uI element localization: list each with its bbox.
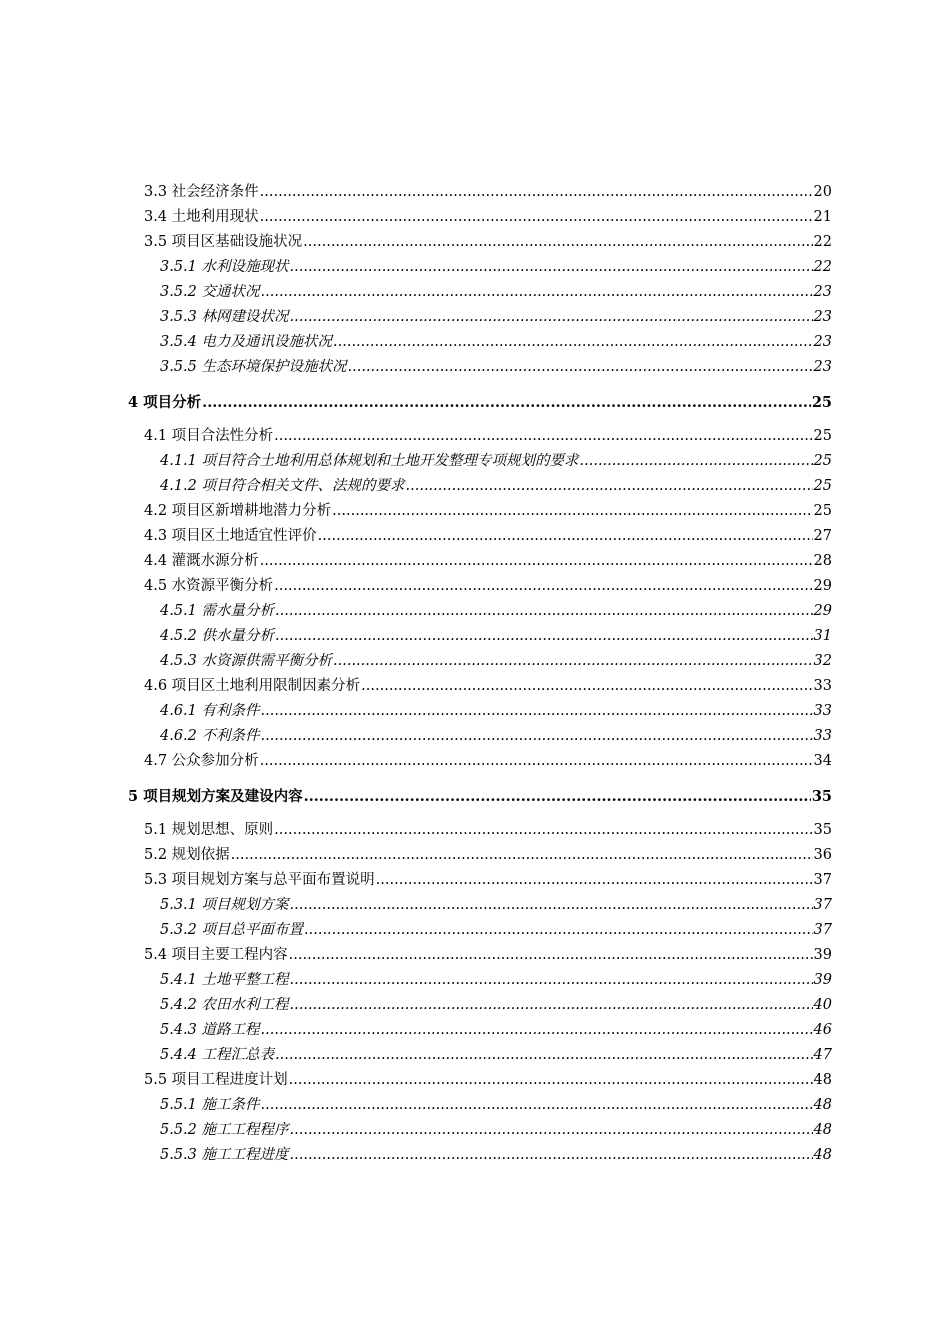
toc-entry-page-number: 39 bbox=[813, 947, 832, 963]
toc-entry-page-number: 25 bbox=[811, 394, 832, 411]
dot-leader bbox=[289, 1068, 813, 1093]
toc-entry-title bbox=[144, 574, 273, 599]
toc-entry-title bbox=[160, 1018, 260, 1043]
toc-entry-page-number: 23 bbox=[813, 309, 832, 325]
toc-entry-text: 施工条件 bbox=[201, 1097, 260, 1113]
toc-entry-4-1-1[interactable] bbox=[160, 449, 832, 474]
toc-entry-title bbox=[160, 599, 274, 624]
toc-entry-5-2[interactable] bbox=[144, 843, 832, 868]
toc-entry-page-number: 29 bbox=[813, 603, 832, 619]
toc-entry-text: 项目分析 bbox=[143, 394, 202, 411]
toc-entry-title bbox=[144, 818, 273, 843]
toc-entry-4-1-2[interactable] bbox=[160, 474, 832, 499]
toc-entry-number: 4.1.1 bbox=[160, 453, 197, 469]
toc-entry-number: 4.5 bbox=[144, 578, 168, 594]
toc-entry-title bbox=[144, 424, 273, 449]
toc-entry-page-number: 48 bbox=[813, 1122, 832, 1138]
toc-entry-page-number: 48 bbox=[813, 1097, 832, 1113]
toc-entry-page-number: 23 bbox=[813, 284, 832, 300]
toc-entry-text: 项目区土地利用限制因素分析 bbox=[171, 678, 361, 694]
toc-entry-page-number: 20 bbox=[813, 184, 832, 200]
toc-entry-text: 项目总平面布置 bbox=[201, 922, 304, 938]
toc-entry-4-5-2[interactable] bbox=[160, 624, 832, 649]
toc-entry-5-5-2[interactable] bbox=[160, 1118, 832, 1143]
toc-entry-number: 4.1.2 bbox=[160, 478, 197, 494]
toc-entry-number: 5.4.1 bbox=[160, 972, 197, 988]
dot-leader bbox=[274, 818, 812, 843]
toc-entry-3-4[interactable] bbox=[144, 205, 832, 230]
toc-entry-text: 生态环境保护设施状况 bbox=[201, 359, 347, 375]
toc-entry-title bbox=[160, 255, 289, 280]
toc-entry-page-number: 25 bbox=[813, 503, 832, 519]
dot-leader bbox=[261, 724, 813, 749]
toc-entry-title bbox=[160, 724, 260, 749]
toc-entry-number: 3.3 bbox=[144, 184, 168, 200]
toc-entry-title bbox=[144, 868, 375, 893]
toc-entry-page-number: 48 bbox=[813, 1147, 832, 1163]
toc-entry-text: 项目主要工程内容 bbox=[171, 947, 288, 963]
toc-entry-text: 需水量分析 bbox=[201, 603, 275, 619]
toc-entry-page-number: 35 bbox=[813, 822, 832, 838]
dot-leader bbox=[275, 599, 813, 624]
toc-entry-page-number: 25 bbox=[813, 478, 832, 494]
toc-entry-5-4-2[interactable] bbox=[160, 993, 832, 1018]
toc-entry-number: 4.1 bbox=[144, 428, 168, 444]
toc-entry-number: 4.5.2 bbox=[160, 628, 197, 644]
toc-entry-number: 4.2 bbox=[144, 503, 168, 519]
toc-entry-5-4-3[interactable] bbox=[160, 1018, 832, 1043]
toc-entry-number: 4.3 bbox=[144, 528, 168, 544]
toc-entry-title bbox=[160, 649, 332, 674]
toc-entry-number: 5.1 bbox=[144, 822, 168, 838]
toc-entry-text: 项目区土地适宜性评价 bbox=[171, 528, 317, 544]
dot-leader bbox=[290, 1118, 813, 1143]
toc-entry-text: 项目规划方案 bbox=[201, 897, 289, 913]
toc-entry-text: 公众参加分析 bbox=[171, 753, 259, 769]
toc-entry-page-number: 25 bbox=[813, 428, 832, 444]
toc-entry-title bbox=[160, 968, 289, 993]
toc-entry-page-number: 48 bbox=[813, 1072, 832, 1088]
toc-entry-number: 5.3.2 bbox=[160, 922, 197, 938]
toc-entry-3-5-5[interactable] bbox=[160, 355, 832, 380]
toc-entry-page-number: 22 bbox=[813, 259, 832, 275]
toc-entry-number: 5.2 bbox=[144, 847, 168, 863]
toc-entry-page-number: 22 bbox=[813, 234, 832, 250]
toc-entry-title bbox=[160, 993, 289, 1018]
toc-entry-page-number: 28 bbox=[813, 553, 832, 569]
toc-entry-number: 3.4 bbox=[144, 209, 168, 225]
dot-leader bbox=[348, 355, 813, 380]
toc-entry-3-3[interactable] bbox=[144, 180, 832, 205]
dot-leader bbox=[290, 305, 813, 330]
toc-entry-text: 水资源平衡分析 bbox=[171, 578, 274, 594]
toc-entry-title bbox=[160, 280, 260, 305]
toc-entry-page-number: 23 bbox=[813, 359, 832, 375]
dot-leader bbox=[260, 205, 813, 230]
toc-entry-title bbox=[160, 330, 332, 355]
toc-entry-number: 5.5.2 bbox=[160, 1122, 197, 1138]
toc-entry-text: 农田水利工程 bbox=[201, 997, 289, 1013]
toc-entry-number: 5.4.4 bbox=[160, 1047, 197, 1063]
toc-entry-title bbox=[128, 390, 201, 416]
toc-entry-number: 3.5.1 bbox=[160, 259, 197, 275]
toc-entry-title bbox=[160, 474, 405, 499]
toc-entry-text: 有利条件 bbox=[201, 703, 260, 719]
toc-entry-text: 项目符合相关文件、法规的要求 bbox=[201, 478, 405, 494]
toc-entry-page-number: 37 bbox=[813, 897, 832, 913]
dot-leader bbox=[333, 649, 813, 674]
toc-entry-page-number: 21 bbox=[813, 209, 832, 225]
toc-entry-text: 灌溉水源分析 bbox=[171, 553, 259, 569]
toc-entry-text: 项目规划方案与总平面布置说明 bbox=[171, 872, 375, 888]
toc-entry-number: 3.5.5 bbox=[160, 359, 197, 375]
toc-entry-title bbox=[160, 624, 274, 649]
toc-entry-text: 项目区新增耕地潜力分析 bbox=[171, 503, 332, 519]
toc-entry-title bbox=[160, 1143, 289, 1168]
toc-entry-number: 4.4 bbox=[144, 553, 168, 569]
toc-entry-page-number: 33 bbox=[813, 678, 832, 694]
toc-entry-title bbox=[160, 1043, 274, 1068]
toc-entry-title bbox=[144, 749, 259, 774]
dot-leader bbox=[260, 180, 813, 205]
dot-leader bbox=[261, 1093, 813, 1118]
toc-entry-page-number: 33 bbox=[813, 728, 832, 744]
dot-leader bbox=[304, 918, 813, 943]
toc-entry-number: 5.3.1 bbox=[160, 897, 197, 913]
toc-entry-text: 项目合法性分析 bbox=[171, 428, 274, 444]
toc-entry-text: 供水量分析 bbox=[201, 628, 275, 644]
toc-entry-5-5-3[interactable] bbox=[160, 1143, 832, 1168]
toc-entry-title bbox=[128, 784, 303, 810]
toc-entry-4-6-1[interactable] bbox=[160, 699, 832, 724]
dot-leader bbox=[406, 474, 813, 499]
dot-leader bbox=[275, 624, 813, 649]
dot-leader bbox=[261, 699, 813, 724]
toc-entry-text: 规划思想、原则 bbox=[171, 822, 274, 838]
toc-entry-5-5[interactable] bbox=[144, 1068, 832, 1093]
toc-entry-text: 道路工程 bbox=[201, 1022, 260, 1038]
dot-leader bbox=[274, 424, 812, 449]
table-of-contents bbox=[0, 180, 950, 1168]
toc-entry-4-1[interactable] bbox=[144, 424, 832, 449]
toc-entry-page-number: 31 bbox=[813, 628, 832, 644]
toc-entry-page-number: 37 bbox=[813, 872, 832, 888]
toc-entry-4-2[interactable] bbox=[144, 499, 832, 524]
toc-entry-number: 4.7 bbox=[144, 753, 168, 769]
toc-entry-title bbox=[144, 499, 331, 524]
toc-entry-title bbox=[160, 1093, 260, 1118]
toc-entry-text: 施工工程程序 bbox=[201, 1122, 289, 1138]
dot-leader bbox=[289, 943, 813, 968]
toc-entry-page-number: 29 bbox=[813, 578, 832, 594]
toc-entry-text: 水利设施现状 bbox=[201, 259, 289, 275]
toc-entry-text: 林网建设状况 bbox=[201, 309, 289, 325]
dot-leader bbox=[231, 843, 813, 868]
dot-leader bbox=[290, 893, 813, 918]
toc-entry-4-6-2[interactable] bbox=[160, 724, 832, 749]
toc-entry-4-3[interactable] bbox=[144, 524, 832, 549]
toc-entry-5-1[interactable] bbox=[144, 818, 832, 843]
toc-entry-text: 项目规划方案及建设内容 bbox=[143, 788, 303, 805]
toc-entry-title bbox=[144, 843, 230, 868]
dot-leader bbox=[260, 749, 813, 774]
toc-entry-page-number: 35 bbox=[811, 788, 832, 805]
toc-entry-3-5-3[interactable] bbox=[160, 305, 832, 330]
toc-entry-5-3[interactable] bbox=[144, 868, 832, 893]
dot-leader bbox=[332, 499, 812, 524]
toc-entry-4-6[interactable] bbox=[144, 674, 832, 699]
dot-leader bbox=[202, 390, 811, 416]
toc-entry-text: 交通状况 bbox=[201, 284, 260, 300]
toc-entry-title bbox=[160, 1118, 289, 1143]
toc-entry-number: 4 bbox=[128, 394, 139, 411]
toc-entry-title bbox=[160, 699, 260, 724]
dot-leader bbox=[275, 1043, 813, 1068]
dot-leader bbox=[260, 549, 813, 574]
toc-entry-4-5-3[interactable] bbox=[160, 649, 832, 674]
toc-entry-5-3-2[interactable] bbox=[160, 918, 832, 943]
toc-entry-text: 规划依据 bbox=[171, 847, 230, 863]
dot-leader bbox=[261, 1018, 813, 1043]
toc-entry-5-4[interactable] bbox=[144, 943, 832, 968]
toc-entry-page-number: 37 bbox=[813, 922, 832, 938]
toc-entry-5-3-1[interactable] bbox=[160, 893, 832, 918]
toc-entry-text: 不利条件 bbox=[201, 728, 260, 744]
toc-entry-number: 5.3 bbox=[144, 872, 168, 888]
toc-entry-text: 土地利用现状 bbox=[171, 209, 259, 225]
toc-entry-number: 3.5.3 bbox=[160, 309, 197, 325]
toc-entry-text: 土地平整工程 bbox=[201, 972, 289, 988]
dot-leader bbox=[580, 449, 813, 474]
toc-entry-number: 4.6.2 bbox=[160, 728, 197, 744]
toc-entry-number: 3.5 bbox=[144, 234, 168, 250]
toc-entry-3-5-1[interactable] bbox=[160, 255, 832, 280]
dot-leader bbox=[376, 868, 813, 893]
toc-entry-title bbox=[144, 524, 317, 549]
toc-entry-text: 项目区基础设施状况 bbox=[171, 234, 303, 250]
dot-leader bbox=[333, 330, 813, 355]
toc-entry-4-4[interactable] bbox=[144, 549, 832, 574]
toc-entry-text: 项目符合土地利用总体规划和土地开发整理专项规划的要求 bbox=[201, 453, 579, 469]
toc-entry-page-number: 39 bbox=[813, 972, 832, 988]
dot-leader bbox=[290, 1143, 813, 1168]
toc-entry-3-5-2[interactable] bbox=[160, 280, 832, 305]
toc-entry-text: 工程汇总表 bbox=[201, 1047, 275, 1063]
toc-entry-text: 电力及通讯设施状况 bbox=[201, 334, 333, 350]
toc-entry-4[interactable] bbox=[128, 390, 832, 416]
dot-leader bbox=[304, 784, 811, 810]
toc-entry-text: 水资源供需平衡分析 bbox=[201, 653, 333, 669]
toc-entry-number: 5.5.1 bbox=[160, 1097, 197, 1113]
toc-entry-title bbox=[160, 355, 347, 380]
toc-entry-number: 5.5.3 bbox=[160, 1147, 197, 1163]
dot-leader bbox=[261, 280, 813, 305]
toc-entry-5[interactable] bbox=[128, 784, 832, 810]
toc-entry-number: 4.6.1 bbox=[160, 703, 197, 719]
toc-entry-text: 施工工程进度 bbox=[201, 1147, 289, 1163]
toc-entry-text: 项目工程进度计划 bbox=[171, 1072, 288, 1088]
toc-entry-title bbox=[144, 180, 259, 205]
toc-entry-page-number: 33 bbox=[813, 703, 832, 719]
toc-entry-3-5[interactable] bbox=[144, 230, 832, 255]
toc-entry-page-number: 47 bbox=[813, 1047, 832, 1063]
toc-entry-4-7[interactable] bbox=[144, 749, 832, 774]
toc-entry-5-4-4[interactable] bbox=[160, 1043, 832, 1068]
toc-entry-number: 4.5.1 bbox=[160, 603, 197, 619]
toc-entry-title bbox=[144, 674, 360, 699]
toc-entry-page-number: 40 bbox=[813, 997, 832, 1013]
toc-entry-page-number: 34 bbox=[813, 753, 832, 769]
toc-entry-title bbox=[160, 918, 303, 943]
dot-leader bbox=[290, 255, 813, 280]
toc-entry-number: 5.4.3 bbox=[160, 1022, 197, 1038]
toc-entry-5-4-1[interactable] bbox=[160, 968, 832, 993]
toc-entry-number: 5 bbox=[128, 788, 139, 805]
toc-entry-number: 5.5 bbox=[144, 1072, 168, 1088]
dot-leader bbox=[361, 674, 812, 699]
toc-entry-number: 4.6 bbox=[144, 678, 168, 694]
toc-entry-number: 3.5.2 bbox=[160, 284, 197, 300]
toc-entry-page-number: 46 bbox=[813, 1022, 832, 1038]
toc-entry-page-number: 27 bbox=[813, 528, 832, 544]
toc-entry-4-5[interactable] bbox=[144, 574, 832, 599]
toc-entry-title bbox=[144, 549, 259, 574]
toc-entry-page-number: 23 bbox=[813, 334, 832, 350]
toc-entry-title bbox=[160, 305, 289, 330]
toc-entry-number: 5.4 bbox=[144, 947, 168, 963]
toc-entry-title bbox=[144, 205, 259, 230]
toc-entry-page-number: 36 bbox=[813, 847, 832, 863]
toc-entry-title bbox=[144, 1068, 288, 1093]
toc-entry-text: 社会经济条件 bbox=[171, 184, 259, 200]
toc-entry-page-number: 25 bbox=[813, 453, 832, 469]
dot-leader bbox=[290, 968, 813, 993]
toc-entry-3-5-4[interactable] bbox=[160, 330, 832, 355]
toc-entry-number: 4.5.3 bbox=[160, 653, 197, 669]
dot-leader bbox=[318, 524, 813, 549]
toc-entry-5-5-1[interactable] bbox=[160, 1093, 832, 1118]
toc-entry-number: 5.4.2 bbox=[160, 997, 197, 1013]
dot-leader bbox=[274, 574, 812, 599]
toc-entry-page-number: 32 bbox=[813, 653, 832, 669]
toc-entry-title bbox=[144, 943, 288, 968]
dot-leader bbox=[290, 993, 813, 1018]
toc-entry-title bbox=[160, 449, 579, 474]
toc-entry-4-5-1[interactable] bbox=[160, 599, 832, 624]
toc-entry-title bbox=[144, 230, 302, 255]
dot-leader bbox=[303, 230, 812, 255]
toc-entry-number: 3.5.4 bbox=[160, 334, 197, 350]
toc-entry-title bbox=[160, 893, 289, 918]
